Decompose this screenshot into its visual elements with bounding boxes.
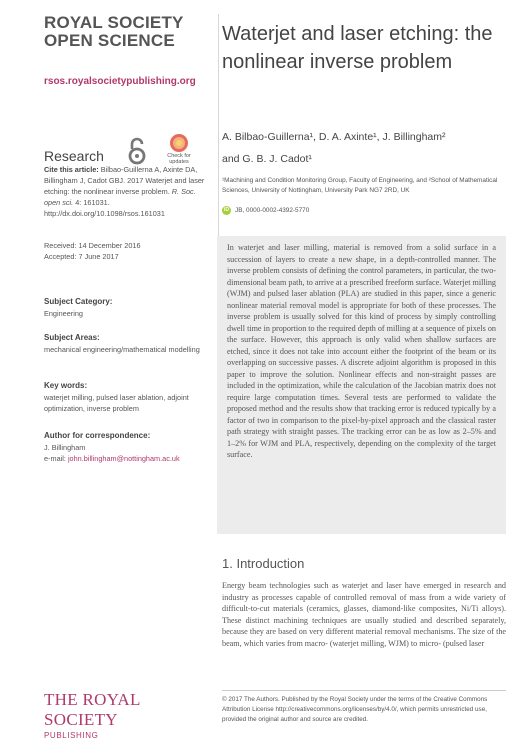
orcid-text[interactable]: JB, 0000-0002-4392-5770 — [235, 207, 310, 214]
correspondence-block — [44, 430, 212, 464]
keywords-heading: Key words: — [44, 381, 88, 390]
check-for-updates-label: Check for updates — [167, 153, 191, 165]
affiliation: ¹Machining and Condition Monitoring Group, Faculty of Engineering, and ²School of Mathematical Sciences, University of Nottingham, University Park NG7 2RD, UK — [222, 177, 498, 194]
keywords-block — [44, 380, 212, 414]
dates-block — [44, 240, 212, 262]
authors-line1: A. Bilbao-Guillerna¹, D. A. Axinte¹, J. Billingham² — [222, 131, 446, 143]
subject-areas-value: mechanical engineering/mathematical modelling — [44, 345, 200, 354]
received-date: Received: 14 December 2016 — [44, 241, 141, 250]
author-list — [222, 126, 502, 170]
introduction-text: Energy beam technologies such as waterjet and laser have emerged in research and industry as processes capable of controlled removal of mass from a wide variety of difficult-to-cut materials (ceramics, glasses, diamond-like composites, Ni/Ti alloys). These distinct machining techniques are usually studied and described separately, because they are based on very different material removal mechanisms. The size of the beam, which varies from macro- (waterjet milling, WJM) to micro- (pulsed laser — [222, 581, 506, 648]
check-for-updates-icon — [170, 134, 188, 152]
introduction-heading: 1. Introduction — [222, 556, 305, 571]
correspondence-heading: Author for correspondence: — [44, 431, 151, 440]
publisher-logo-line2: PUBLISHING — [44, 731, 99, 740]
journal-logo — [44, 14, 212, 50]
journal-logo-line1: ROYAL SOCIETY — [44, 13, 184, 32]
abstract-box — [217, 236, 506, 534]
keywords-value: waterjet milling, pulsed laser ablation, adjoint optimization, inverse problem — [44, 393, 189, 413]
research-row — [44, 132, 212, 166]
cite-label: Cite this article: — [44, 165, 99, 174]
authors-line2: and G. B. J. Cadot¹ — [222, 153, 312, 165]
cite-text: Bilbao-Guillerna A, Axinte DA, Billingham J, Cadot GBJ. 2017 Waterjet and laser etching: the nonlinear inverse problem. — [44, 165, 205, 196]
orcid-icon: iD — [224, 207, 229, 213]
section-label: Research — [44, 148, 104, 164]
cite-journal: R. Soc. open sci. — [44, 187, 196, 207]
publisher-logo-line1: THE ROYAL SOCIETY — [44, 690, 141, 729]
journal-url-link[interactable]: rsos.royalsocietypublishing.org — [44, 76, 196, 87]
correspondence-name: J. Billingham — [44, 443, 86, 452]
accepted-date: Accepted: 7 June 2017 — [44, 252, 119, 261]
subject-category-block — [44, 296, 212, 319]
cite-doi-link[interactable]: http://dx.doi.org/10.1098/rsos.161031 — [44, 209, 165, 218]
subject-category-heading: Subject Category: — [44, 297, 113, 306]
open-access-icon — [126, 136, 148, 166]
check-for-updates-button[interactable] — [159, 134, 199, 165]
email-label: e-mail: — [44, 454, 66, 463]
licence-notice — [222, 690, 506, 725]
orcid-row — [222, 206, 309, 215]
article-title: Waterjet and laser etching: the nonlinear inverse problem — [222, 23, 493, 73]
citation-block — [44, 164, 212, 219]
journal-logo-line2: OPEN SCIENCE — [44, 31, 175, 50]
subject-areas-heading: Subject Areas: — [44, 333, 100, 342]
abstract-text: In waterjet and laser milling, material is removed from a solid surface in a succession of layers to create a new shape, in a depth-controlled manner. The inverse problem consists of defining the control parameters, in particular, the two-dimensional beam path, to arrive at a prescribed freeform surface. Waterjet milling (WJM) and pulsed laser ablation (PLA) are studied in this paper, since a generic nonlinear material removal model is appropriate for both of these processes. The inverse problem is usually solved for this kind of process by simply controlling dwell time in proportion to the required depth of milling at a sequence of pixels on the surface. However, this approach is only valid when shallow surfaces are etched, since it does not take into account either the footprint of the beam or its overlapping on successive passes. A discrete adjoint algorithm is proposed in this paper to improve the solution. Nonlinear effects and non-straight passes are included in the optimization, while the calculation of the Jacobian matrix does not require large computation times. Several tests are performed to validate the proposed method and the results show that tracking error is reduced typically by a factor of two in comparison to the pixel-by-pixel approach and the classical raster path strategy with straight passes. The tracking error can be as low as 2–5% and 1–2% for WJM and PLA, respectively, depending on the complexity of the target surface. — [227, 243, 496, 459]
column-divider — [218, 14, 219, 239]
email-link[interactable]: john.billingham@nottingham.ac.uk — [67, 454, 180, 463]
cite-volume: 4: 161031. — [75, 198, 110, 207]
correspondence-email-row — [44, 453, 212, 464]
publisher-logo — [44, 690, 214, 740]
sidebar — [44, 13, 212, 463]
subject-areas-block — [44, 332, 212, 355]
subject-category-value: Engineering — [44, 309, 83, 318]
licence-text: © 2017 The Authors. Published by the Royal Society under the terms of the Creative Commons Attribution License http://creativecommons.org/licenses/by/4.0/, which permits unrestricted use, provided the original author and source are credited. — [222, 696, 488, 723]
